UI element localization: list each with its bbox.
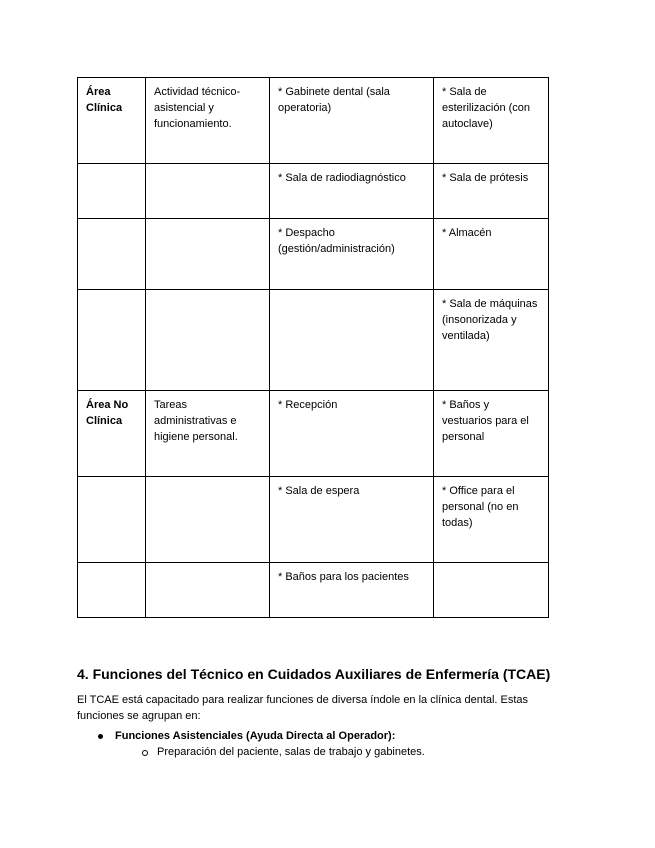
table-row	[78, 164, 549, 219]
list-item-label: Funciones Asistenciales (Ayuda Directa al Operador):	[115, 730, 396, 742]
table-cell: * Sala de espera	[270, 477, 434, 563]
table-cell	[78, 219, 146, 290]
list-item	[115, 728, 425, 760]
table-cell: Actividad técnico-asistencial y funcionamiento.	[146, 78, 270, 164]
clinic-areas-table	[77, 77, 549, 618]
sub-list-item	[157, 744, 425, 760]
table-cell: * Sala de prótesis	[434, 164, 549, 219]
table-cell: * Sala de radiodiagnóstico	[270, 164, 434, 219]
table-cell	[78, 563, 146, 618]
table-cell	[270, 290, 434, 391]
table-cell	[146, 219, 270, 290]
table-row	[78, 219, 549, 290]
table-cell	[146, 290, 270, 391]
table-row	[78, 78, 549, 164]
bullet-icon	[98, 734, 103, 739]
sub-list	[115, 744, 425, 760]
table-cell	[146, 164, 270, 219]
table-row	[78, 477, 549, 563]
table-cell: * Baños y vestuarios para el personal	[434, 391, 549, 477]
table-cell: * Sala de máquinas (insonorizada y ventilada)	[434, 290, 549, 391]
table-cell: * Recepción	[270, 391, 434, 477]
table-cell: Tareas administrativas e higiene personal.	[146, 391, 270, 477]
table-cell	[146, 477, 270, 563]
section-heading: 4. Funciones del Técnico en Cuidados Auxiliares de Enfermería (TCAE)	[77, 666, 551, 682]
sub-list-item-label: Preparación del paciente, salas de trabajo y gabinetes.	[157, 746, 425, 758]
functions-list	[77, 728, 425, 760]
table-cell: * Gabinete dental (sala operatoria)	[270, 78, 434, 164]
table-cell: * Baños para los pacientes	[270, 563, 434, 618]
table-cell	[78, 477, 146, 563]
table-cell: * Despacho (gestión/administración)	[270, 219, 434, 290]
table-cell: * Office para el personal (no en todas)	[434, 477, 549, 563]
table-row	[78, 563, 549, 618]
table-row	[78, 290, 549, 391]
table-row	[78, 391, 549, 477]
table-cell: * Almacén	[434, 219, 549, 290]
table-cell: Área No Clínica	[78, 391, 146, 477]
table-cell: Área Clínica	[78, 78, 146, 164]
circle-bullet-icon	[142, 750, 148, 756]
section-intro: El TCAE está capacitado para realizar funciones de diversa índole en la clínica dental. Estas funciones se agrupan en:	[77, 694, 529, 722]
table-cell: * Sala de esterilización (con autoclave)	[434, 78, 549, 164]
table-cell	[78, 290, 146, 391]
table-cell	[78, 164, 146, 219]
table-cell	[146, 563, 270, 618]
table-cell	[434, 563, 549, 618]
